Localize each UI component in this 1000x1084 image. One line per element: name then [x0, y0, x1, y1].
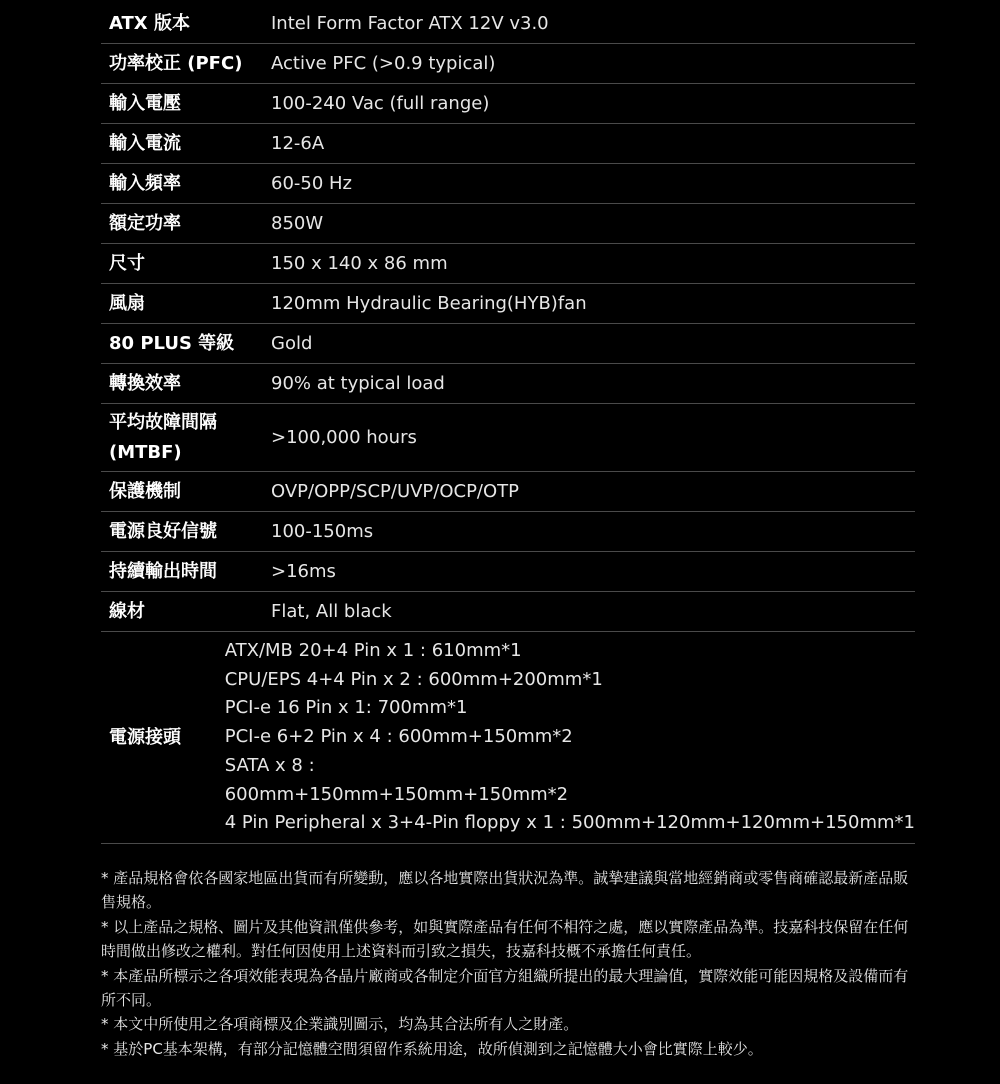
spec-value: 120mm Hydraulic Bearing(HYB)fan — [271, 292, 587, 314]
connector-line: 4 Pin Peripheral x 3+4-Pin floppy x 1 : 500mm+120mm+120mm+150mm*1 — [224, 812, 915, 834]
spec-value: 100-240 Vac (full range) — [271, 92, 490, 114]
spec-row-rated-power — [101, 204, 915, 244]
spec-row-cables — [101, 592, 915, 632]
spec-row-hold-up — [101, 552, 915, 592]
spec-value: 90% at typical load — [271, 372, 445, 394]
disclaimer-note: * 以上產品之規格、圖片及其他資訊僅供參考，如與實際產品有任何不相符之處，應以實際產品為準。技嘉科技保留在任何時間做出修改之權利。對任何因使用上述資料而引致之損失，技嘉科技概不承擔任何責任。 — [101, 917, 909, 961]
spec-label: 風扇 — [109, 292, 145, 314]
spec-label: 轉換效率 — [109, 372, 181, 394]
connector-line: ATX/MB 20+4 Pin x 1 : 610mm*1 — [224, 639, 522, 661]
connector-line: 600mm+150mm+150mm+150mm*2 — [224, 783, 569, 805]
spec-label: ATX 版本 — [109, 12, 190, 34]
spec-row-pfc — [101, 44, 915, 84]
spec-label-line: 平均故障間隔 — [109, 411, 217, 433]
spec-row-power-good — [101, 512, 915, 552]
spec-value: Intel Form Factor ATX 12V v3.0 — [271, 12, 549, 34]
spec-label: 電源良好信號 — [109, 520, 217, 542]
spec-table — [101, 4, 915, 844]
spec-label: 輸入頻率 — [109, 172, 181, 194]
spec-label: 功率校正 (PFC) — [109, 52, 243, 74]
spec-row-protection — [101, 472, 915, 512]
disclaimer-note: * 本產品所標示之各項效能表現為各晶片廠商或各制定介面官方組織所提出的最大理論值，實際效能可能因規格及設備而有所不同。 — [101, 966, 909, 1010]
spec-label — [101, 408, 271, 468]
spec-label: 輸入電壓 — [109, 92, 181, 114]
spec-value: >100,000 hours — [271, 426, 417, 448]
spec-row-input-frequency — [101, 164, 915, 204]
spec-label: 線材 — [109, 600, 145, 622]
spec-label-line: (MTBF) — [109, 441, 182, 463]
connector-line: CPU/EPS 4+4 Pin x 2 : 600mm+200mm*1 — [224, 668, 603, 690]
spec-value: 12-6A — [271, 132, 325, 154]
spec-value: 100-150ms — [271, 520, 374, 542]
spec-label: 尺寸 — [109, 252, 145, 274]
spec-value: 850W — [271, 212, 324, 234]
spec-value: >16ms — [271, 560, 336, 582]
disclaimer-notes — [101, 866, 917, 1061]
spec-row-mtbf — [101, 404, 915, 472]
spec-row-input-voltage — [101, 84, 915, 124]
disclaimer-note: * 產品規格會依各國家地區出貨而有所變動，應以各地實際出貨狀況為準。誠摯建議與當地經銷商或零售商確認最新產品販售規格。 — [101, 869, 909, 912]
spec-label: 額定功率 — [109, 212, 181, 234]
connector-list — [225, 637, 915, 839]
spec-row-80plus — [101, 324, 915, 364]
spec-label: 輸入電流 — [109, 132, 181, 154]
spec-row-efficiency — [101, 364, 915, 404]
spec-value: Flat, All black — [271, 600, 392, 622]
spec-row-atx — [101, 4, 915, 44]
connector-line: PCI-e 6+2 Pin x 4 : 600mm+150mm*2 — [224, 726, 573, 748]
spec-label: 80 PLUS 等級 — [109, 332, 235, 354]
connector-line: SATA x 8 : — [224, 754, 315, 776]
spec-label: 電源接頭 — [109, 726, 181, 748]
spec-value: Active PFC (>0.9 typical) — [271, 52, 496, 74]
spec-value: Gold — [271, 332, 313, 354]
connector-line: PCI-e 16 Pin x 1: 700mm*1 — [224, 697, 468, 719]
spec-value: 60-50 Hz — [271, 172, 353, 194]
spec-row-dimensions — [101, 244, 915, 284]
spec-row-fan — [101, 284, 915, 324]
spec-value: OVP/OPP/SCP/UVP/OCP/OTP — [271, 480, 520, 502]
spec-row-connectors — [101, 632, 915, 844]
spec-label: 保護機制 — [109, 480, 181, 502]
spec-value: 150 x 140 x 86 mm — [271, 252, 448, 274]
spec-row-input-current — [101, 124, 915, 164]
disclaimer-note: * 本文中所使用之各項商標及企業識別圖示，均為其合法所有人之財產。 — [101, 1015, 579, 1034]
disclaimer-note: * 基於PC基本架構，有部分記憶體空間須留作系統用途，故所偵測到之記憶體大小會比實際上較少。 — [101, 1039, 763, 1058]
spec-label: 持續輸出時間 — [109, 560, 217, 582]
